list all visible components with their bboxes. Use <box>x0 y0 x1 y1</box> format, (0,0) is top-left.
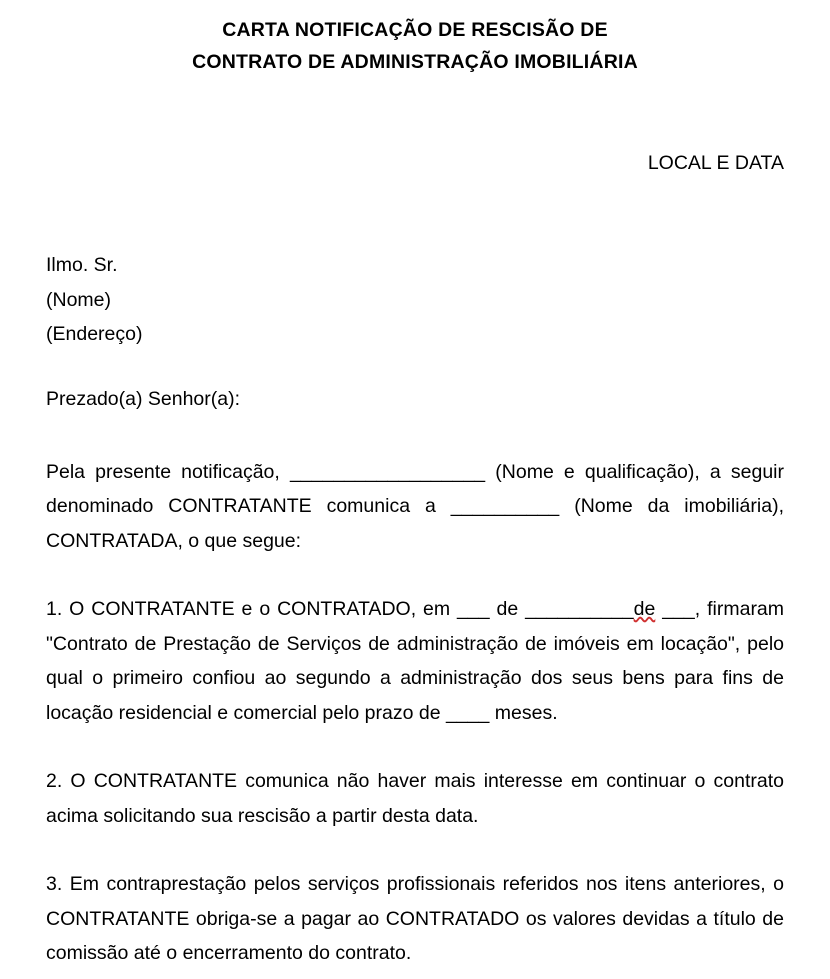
item1-blank-day: ___ <box>457 598 490 620</box>
item1-text-c: de <box>489 598 526 620</box>
spacer-after-greeting <box>46 412 784 455</box>
spacer-after-addressee <box>46 352 784 386</box>
greeting-line: Prezado(a) Senhor(a): <box>46 387 241 410</box>
item1-text-g: , firmaram "Contrato de Prestação de Serviços de administração de imóveis em locação", pelo qual o primeiro confiou ao segundo a administração dos seus bens para fins de locação residencial e comercial pelo prazo de <box>46 598 785 724</box>
title-line-1: CARTA NOTIFICAÇÃO DE RESCISÃO DE <box>222 19 608 41</box>
intro-blank-2: __________ <box>450 495 560 517</box>
intro-text-2: (Nome e qualificação), a seguir denominado CONTRATANTE comunica a <box>46 460 784 517</box>
place-and-date: LOCAL E DATA <box>647 152 784 174</box>
paragraph-item-1 <box>46 592 784 730</box>
item1-blank-month: __________ <box>525 598 634 620</box>
spacer-after-title <box>46 78 784 150</box>
intro-text-3: (Nome da imobiliária), CONTRATADA, o que segue: <box>46 495 784 552</box>
item1-blank-months: ____ <box>445 701 490 724</box>
addressee-line-2: (Nome) <box>46 288 112 311</box>
document-title <box>46 14 784 78</box>
intro-blank-1: __________________ <box>289 460 486 483</box>
intro-text-1: Pela presente notificação, <box>46 460 290 483</box>
addressee-line-3: (Endereço) <box>46 323 143 345</box>
spacer-after-place-date <box>46 176 784 248</box>
item1-text-i: meses. <box>489 701 558 724</box>
item1-text-a: 1. O CONTRATANTE e o CONTRATADO, em <box>46 598 458 620</box>
title-line-2: CONTRATO DE ADMINISTRAÇÃO IMOBILIÁRIA <box>192 51 638 73</box>
paragraph-item-2: 2. O CONTRATANTE comunica não haver mais interesse em continuar o contrato acima solicitando sua rescisão a partir desta data. <box>46 770 784 827</box>
paragraph-intro <box>46 455 784 559</box>
item1-text-de: de <box>633 598 656 620</box>
addressee-line-1: Ilmo. Sr. <box>46 254 118 276</box>
paragraph-item-3: 3. Em contraprestação pelos serviços profissionais referidos nos itens anteriores, o CONTRATANTE obriga-se a pagar ao CONTRATADO os valores devidas a título de comissão até o encerramento do contrato. <box>46 873 784 964</box>
item1-blank-year: ___ <box>655 598 695 620</box>
